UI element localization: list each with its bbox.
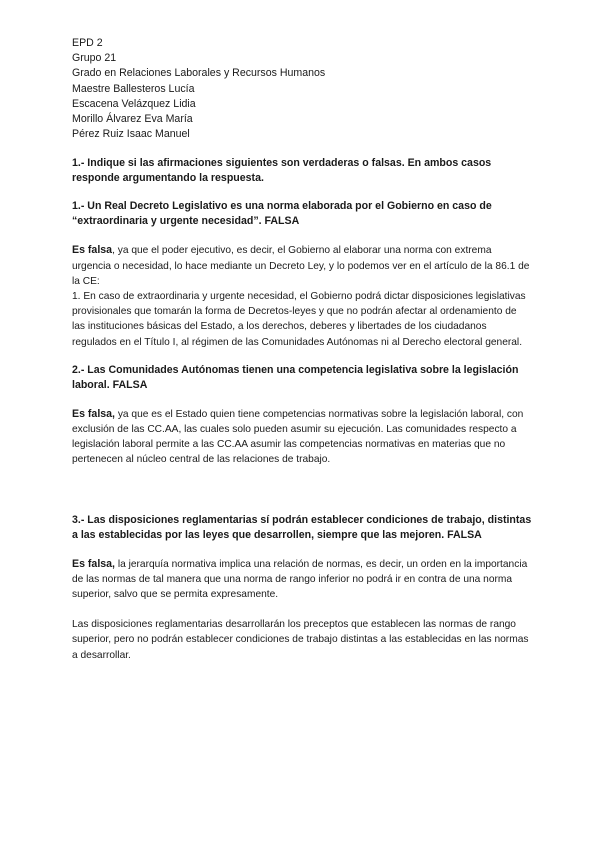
question-2-answer-lead: Es falsa, [72,407,115,420]
question-3-answer-text: la jerarquía normativa implica una relación de normas, es decir, un orden en la importancia de las normas de tal manera que una norma de rango inferior no podrá ir en contra de una norma superior, salvo que se permita expresamente. [72,558,528,601]
header-line-author-1: Maestre Ballesteros Lucía [72,82,195,95]
header-line-author-4: Pérez Ruiz Isaac Manuel [72,128,190,141]
header-line-author-3: Morillo Álvarez Eva María [72,113,193,126]
question-1-title: 1.- Un Real Decreto Legislativo es una norma elaborada por el Gobierno en caso de “extraordinaria y urgente necesidad”. FALSA [72,200,492,228]
question-1-answer-text: , ya que el poder ejecutivo, es decir, el Gobierno al elaborar una norma con extrema urgencia o necesidad, lo hace mediante un Decreto Ley, y lo podemos ver en el artículo de la 86.1 de la CE: [72,245,530,287]
exercise-intro: 1.- Indique si las afirmaciones siguientes son verdaderas o falsas. En ambos casos responde argumentando la respuesta. [72,157,492,185]
question-1-answer-lead: Es falsa [72,244,113,257]
header-block [72,36,532,142]
question-3-extra: Las disposiciones reglamentarias desarrollarán los preceptos que establecen las normas de rango superior, pero no podrán establecer condiciones de trabajo distintas a las establecidas en las normas a desarrollar. [72,619,529,661]
question-1-quote: 1. En caso de extraordinaria y urgente necesidad, el Gobierno podrá dictar disposiciones legislativas provisionales que tomarán la forma de Decretos-leyes y que no podrán afectar al ordenamiento de las instituciones básicas del Estado, a los derechos, deberes y libertades de los ciudadanos regulados en el Título I, al régimen de las Comunidades Autónomas ni al Derecho electoral general. [72,291,526,348]
question-3-answer [72,557,532,603]
question-2-answer-text: ya que es el Estado quien tiene competencias normativas sobre la legislación laboral, con exclusión de las CC.AA, las cuales solo pueden asumir su ejecución. Las comunidades respecto a legislación laboral permite a las CC.AA asumir las competencias normativas en materias que no pertenecen al núcleo central de las relaciones de trabajo. [72,408,524,466]
question-2-title: 2.- Las Comunidades Autónomas tienen una competencia legislativa sobre la legislación laboral. FALSA [72,363,519,391]
question-3-answer-lead: Es falsa, [72,557,115,570]
header-line-author-2: Escacena Velázquez Lidia [72,97,196,110]
header-line-group: Grupo 21 [72,52,117,65]
question-2-answer [72,407,532,468]
question-3-title: 3.- Las disposiciones reglamentarias sí podrán establecer condiciones de trabajo, distintas a las establecidas por las leyes que desarrollen, siempre que las mejoren. FALSA [72,513,532,541]
header-line-course: EPD 2 [72,37,103,49]
header-line-degree: Grado en Relaciones Laborales y Recursos Humanos [72,67,326,80]
question-1-answer [72,243,532,289]
document-page [72,36,532,663]
